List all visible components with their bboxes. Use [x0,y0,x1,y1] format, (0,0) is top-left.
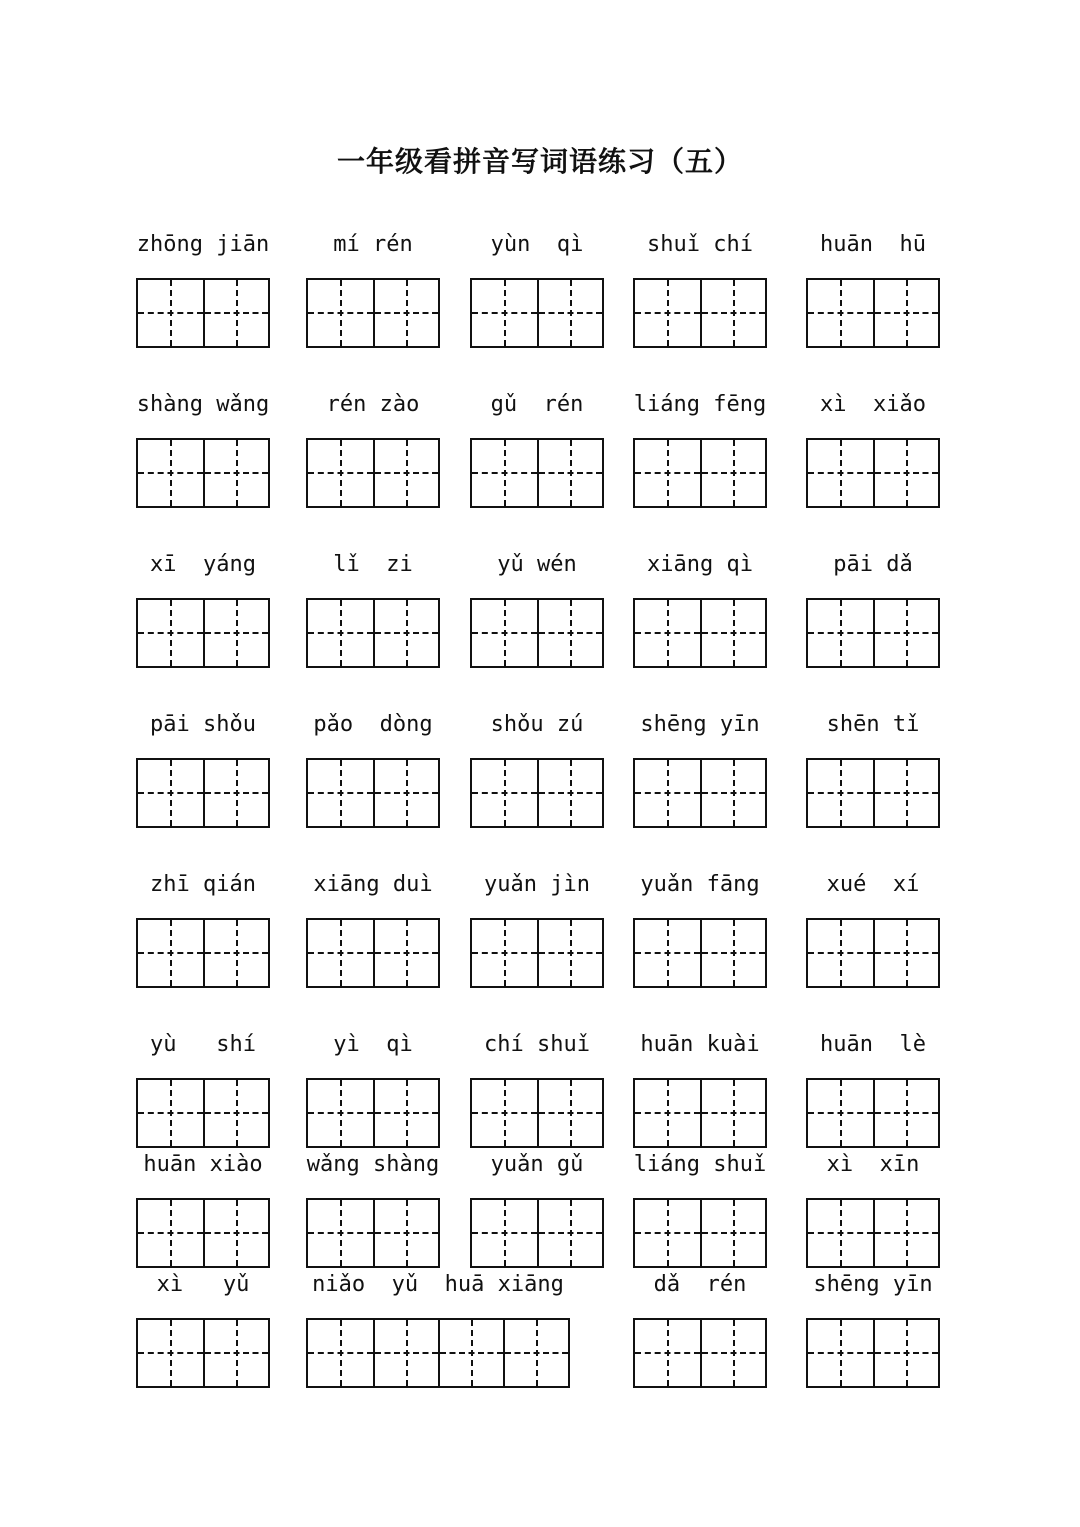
tian-grid-box[interactable] [203,1200,268,1266]
tian-grid-box[interactable] [308,1320,373,1386]
tian-grid-box[interactable] [537,280,602,346]
writing-box-group[interactable] [806,438,940,508]
tian-grid-box[interactable] [873,760,938,826]
pinyin-label: wǎng shàng [306,1152,440,1177]
tian-grid-box[interactable] [308,600,373,666]
word-item [452,1030,622,1150]
pinyin-label: huān hū [820,232,926,257]
word-item [788,870,958,990]
tian-grid-box[interactable] [203,600,268,666]
word-item [288,710,458,830]
tian-grid-box[interactable] [537,760,602,826]
pinyin-label: yuǎn jìn [484,872,590,897]
tian-grid-box[interactable] [808,440,873,506]
tian-grid-box[interactable] [203,1320,268,1386]
tian-grid-box[interactable] [635,280,700,346]
writing-box-group[interactable] [306,1078,440,1148]
tian-grid-box[interactable] [308,1200,373,1266]
writing-box-group[interactable] [470,438,604,508]
tian-grid-box[interactable] [138,440,203,506]
pinyin-label: xiāng duì [313,872,433,897]
word-item [288,870,458,990]
tian-grid-box[interactable] [308,1080,373,1146]
tian-grid-box[interactable] [373,440,438,506]
tian-grid-box[interactable] [438,1320,503,1386]
tian-grid-box[interactable] [537,600,602,666]
writing-box-group[interactable] [633,918,767,988]
tian-grid-box[interactable] [138,760,203,826]
pinyin-label: shēng yīn [813,1272,933,1297]
pinyin-label: huān xiào [143,1152,263,1177]
tian-grid-box[interactable] [873,1320,938,1386]
pinyin-label: shēn tǐ [826,712,920,737]
tian-grid-box[interactable] [700,440,765,506]
word-item [615,1030,785,1150]
tian-grid-box[interactable] [537,440,602,506]
pinyin-label: xué xí [826,872,920,897]
word-item [788,1150,958,1270]
tian-grid-box[interactable] [138,1200,203,1266]
tian-grid-box[interactable] [203,760,268,826]
writing-box-group[interactable] [633,1318,767,1388]
writing-box-group[interactable] [136,1078,270,1148]
tian-grid-box[interactable] [808,920,873,986]
tian-grid-box[interactable] [700,1200,765,1266]
word-item [452,390,622,510]
tian-grid-box[interactable] [138,920,203,986]
tian-grid-box[interactable] [472,920,537,986]
tian-grid-box[interactable] [537,1200,602,1266]
tian-grid-box[interactable] [373,1320,438,1386]
writing-box-group[interactable] [136,1318,270,1388]
writing-box-group[interactable] [633,598,767,668]
writing-box-group[interactable] [136,278,270,348]
writing-box-group[interactable] [470,278,604,348]
pinyin-label: huān lè [820,1032,926,1057]
tian-grid-box[interactable] [537,920,602,986]
tian-grid-box[interactable] [138,280,203,346]
pinyin-label: gǔ rén [490,392,584,417]
pinyin-label: shēng yīn [640,712,760,737]
word-item [615,550,785,670]
word-item [452,710,622,830]
tian-grid-box[interactable] [138,600,203,666]
tian-grid-box[interactable] [873,440,938,506]
tian-grid-box[interactable] [373,1200,438,1266]
writing-box-group[interactable] [806,1078,940,1148]
word-item [118,1270,288,1390]
writing-box-group[interactable] [306,1198,440,1268]
pinyin-label: liáng shuǐ [633,1152,767,1177]
writing-box-group[interactable] [633,758,767,828]
writing-box-group[interactable] [806,918,940,988]
tian-grid-box[interactable] [472,1080,537,1146]
word-item [615,870,785,990]
tian-grid-box[interactable] [308,920,373,986]
word-item [288,390,458,510]
word-item [288,1150,458,1270]
tian-grid-box[interactable] [635,1200,700,1266]
tian-grid-box[interactable] [472,600,537,666]
word-item [788,1270,958,1390]
writing-box-group[interactable] [806,1198,940,1268]
tian-grid-box[interactable] [808,1080,873,1146]
word-item [118,870,288,990]
writing-box-group[interactable] [470,758,604,828]
tian-grid-box[interactable] [472,440,537,506]
tian-grid-box[interactable] [873,280,938,346]
tian-grid-box[interactable] [138,1320,203,1386]
tian-grid-box[interactable] [700,280,765,346]
tian-grid-box[interactable] [635,1320,700,1386]
writing-box-group[interactable] [136,438,270,508]
writing-box-group[interactable] [470,918,604,988]
tian-grid-box[interactable] [808,1320,873,1386]
pinyin-label: xì xiǎo [820,392,926,417]
tian-grid-box[interactable] [808,760,873,826]
tian-grid-box[interactable] [700,1080,765,1146]
tian-grid-box[interactable] [873,1080,938,1146]
word-item [452,1150,622,1270]
tian-grid-box[interactable] [635,440,700,506]
word-item [288,1030,458,1150]
pinyin-label: yuǎn fāng [640,872,760,897]
tian-grid-box[interactable] [873,1200,938,1266]
tian-grid-box[interactable] [700,1320,765,1386]
word-item [615,390,785,510]
word-item [615,230,785,350]
writing-box-group[interactable] [633,1078,767,1148]
writing-box-group[interactable] [470,598,604,668]
pinyin-label: yùn qì [490,232,584,257]
word-item [118,390,288,510]
word-item [615,710,785,830]
writing-box-group[interactable] [806,278,940,348]
word-item [118,230,288,350]
tian-grid-box[interactable] [808,1200,873,1266]
tian-grid-box[interactable] [700,920,765,986]
pinyin-label: yì qì [333,1032,413,1057]
pinyin-label: xì yǔ [156,1272,250,1297]
pinyin-label: xiāng qì [647,552,753,577]
pinyin-label: zhōng jiān [136,232,270,257]
tian-grid-box[interactable] [373,280,438,346]
tian-grid-box[interactable] [138,1080,203,1146]
writing-box-group[interactable] [306,758,440,828]
word-item [452,230,622,350]
tian-grid-box[interactable] [308,760,373,826]
writing-box-group[interactable] [136,1198,270,1268]
word-item [615,1150,785,1270]
tian-grid-box[interactable] [203,920,268,986]
word-item [788,550,958,670]
tian-grid-box[interactable] [503,1320,568,1386]
writing-box-group[interactable] [806,598,940,668]
tian-grid-box[interactable] [635,1080,700,1146]
word-item [288,1270,564,1390]
word-item [118,710,288,830]
tian-grid-box[interactable] [635,760,700,826]
tian-grid-box[interactable] [373,920,438,986]
word-item [118,1030,288,1150]
word-item [788,390,958,510]
pinyin-label: xī yáng [150,552,256,577]
pinyin-label: zhī qián [150,872,256,897]
tian-grid-box[interactable] [808,280,873,346]
tian-grid-box[interactable] [203,440,268,506]
pinyin-label: yù shí [150,1032,256,1057]
pinyin-label: lǐ zi [333,552,413,577]
pinyin-label: dǎ rén [653,1272,747,1297]
tian-grid-box[interactable] [472,760,537,826]
pinyin-label: xì xīn [826,1152,920,1177]
tian-grid-box[interactable] [373,1080,438,1146]
pinyin-label: niǎo yǔ huā xiāng [312,1272,564,1297]
pinyin-label: pāi dǎ [833,552,913,577]
writing-box-group[interactable] [806,1318,940,1388]
writing-box-group[interactable] [136,918,270,988]
pinyin-label: chí shuǐ [484,1032,590,1057]
word-item [452,550,622,670]
word-item [788,1030,958,1150]
word-item [452,870,622,990]
pinyin-label: shuǐ chí [647,232,753,257]
writing-box-group[interactable] [136,598,270,668]
tian-grid-box[interactable] [808,600,873,666]
writing-box-group[interactable] [633,278,767,348]
word-item [788,710,958,830]
writing-box-group[interactable] [306,918,440,988]
tian-grid-box[interactable] [635,920,700,986]
word-item [788,230,958,350]
pinyin-label: mí rén [333,232,413,257]
tian-grid-box[interactable] [308,280,373,346]
pinyin-label: pāi shǒu [150,712,256,737]
pinyin-label: yǔ wén [497,552,577,577]
writing-box-group[interactable] [470,1078,604,1148]
tian-grid-box[interactable] [472,1200,537,1266]
page-title: 一年级看拼音写词语练习（五） [336,145,743,178]
tian-grid-box[interactable] [203,280,268,346]
tian-grid-box[interactable] [700,760,765,826]
tian-grid-box[interactable] [873,600,938,666]
writing-box-group[interactable] [306,1318,570,1388]
word-item [288,550,458,670]
writing-box-group[interactable] [306,438,440,508]
tian-grid-box[interactable] [308,440,373,506]
pinyin-label: huān kuài [640,1032,760,1057]
word-item [118,1150,288,1270]
word-item [615,1270,785,1390]
pinyin-label: yuǎn gǔ [490,1152,584,1177]
pinyin-label: shǒu zú [490,712,584,737]
word-item [118,550,288,670]
writing-box-group[interactable] [633,438,767,508]
writing-box-group[interactable] [633,1198,767,1268]
pinyin-label: shàng wǎng [136,392,270,417]
writing-box-group[interactable] [306,278,440,348]
writing-box-group[interactable] [470,1198,604,1268]
pinyin-label: rén zào [326,392,420,417]
tian-grid-box[interactable] [373,760,438,826]
tian-grid-box[interactable] [873,920,938,986]
pinyin-label: liáng fēng [633,392,767,417]
word-item [288,230,458,350]
tian-grid-box[interactable] [472,280,537,346]
tian-grid-box[interactable] [373,600,438,666]
tian-grid-box[interactable] [537,1080,602,1146]
pinyin-label: pǎo dòng [313,712,433,737]
writing-box-group[interactable] [136,758,270,828]
writing-box-group[interactable] [306,598,440,668]
tian-grid-box[interactable] [635,600,700,666]
tian-grid-box[interactable] [700,600,765,666]
writing-box-group[interactable] [806,758,940,828]
tian-grid-box[interactable] [203,1080,268,1146]
